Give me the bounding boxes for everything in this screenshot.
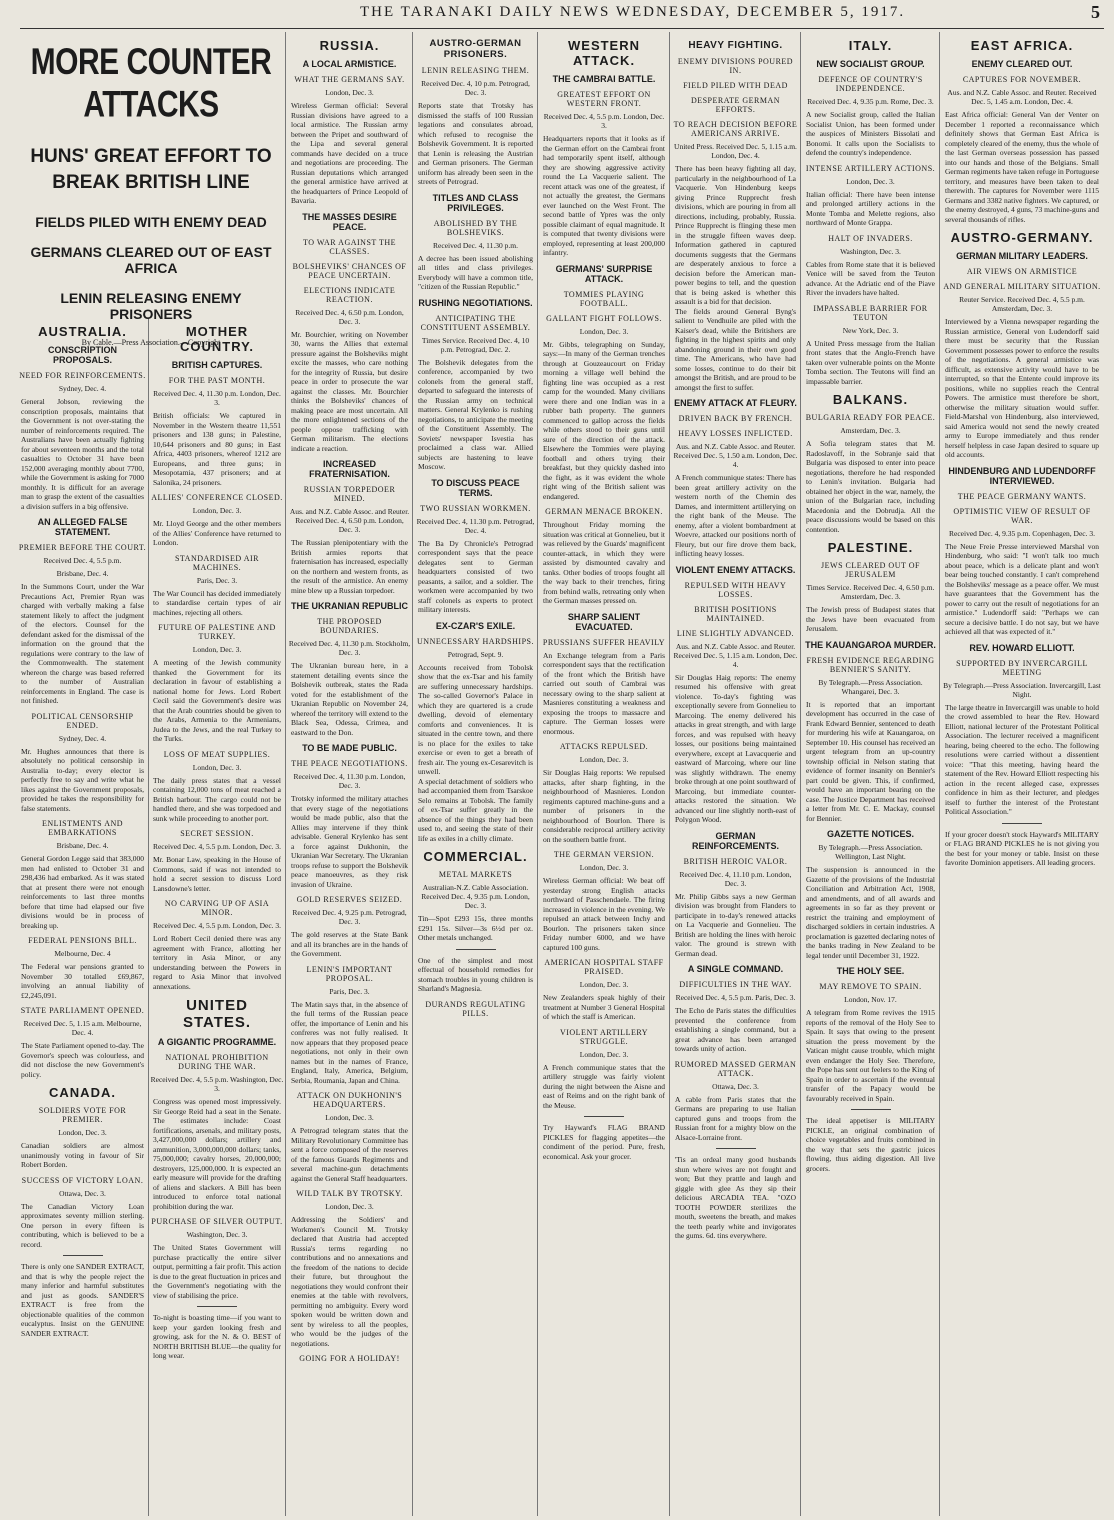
article-text: Accounts received from Tobolsk show that the ex-Tsar and his family are suffering unnecessary hardships. The so-called Governor's Palace in which they are quartered is a crude dwelling, devoid of elementary comforts and conveniences. It is situated in the centre town, and there is no place for the exiles to take exercise or even to get a breath of fresh air. The young ex-Cesarevitch is unwell. bbox=[418, 662, 533, 776]
article-text: Mr. Gibbs, telegraphing on Sunday, says:—In many of the German trenches through at Gouzeaucourt on Friday morning a village well behind the fighting line was occupied as a rest camp for the wounded. Many civilians were there and one Indian was in a rubber bath property. The gunners commenced to gallop across the fields while others stood to their guns until sure of the direction of the attack. Elsewhere the Tommies were playing football and others trying their breakfast, but they quickly dashed into the fight, as it was evident the whole right wing of the British salient was endangered. bbox=[543, 339, 665, 501]
dateline: Received Dec. 4, 11.30 p.m. Petrograd, Dec. 4. bbox=[416, 516, 535, 535]
dateline: London, Dec. 3. bbox=[579, 326, 629, 336]
dateline: Aus. and N.Z. Cable Assoc. and Reuter. Received Dec. 5, 1.50 a.m. London, Dec. 4. bbox=[673, 442, 798, 469]
dateline: Paris, Dec. 3. bbox=[329, 986, 370, 996]
subheading-minor: SOLDIERS VOTE FOR PREMIER. bbox=[38, 1106, 127, 1124]
column-australia bbox=[18, 318, 147, 1516]
lead-deck-2: FIELDS PILED WITH ENEMY DEAD bbox=[35, 214, 267, 230]
subheading-minor: RUMORED MASSED GERMAN ATTACK. bbox=[674, 1059, 797, 1078]
article-text: Congress was opened most impressively. Sir George Reid had a seat in the Senate. The estimates include: Coast fortifications, arsenals, and military posts, 3,427,000,000 dollars; artillery and ammunition, 3,000,000,000 dollars; tanks, 75,000,000; cavalry horses, 20,000,000; destroyers, 125,000,000. It is expected an early measure will provide for the drafting of aliens and slackers. A Bill has been introduced to enforce total national prohibition during the war. bbox=[153, 1097, 281, 1211]
dateline: Ottawa, Dec. 3. bbox=[712, 1081, 759, 1091]
article-text: The gold reserves at the State Bank and all its branches are in the hands of the Government. bbox=[291, 930, 408, 958]
lead-deck-3: GERMANS CLEARED OUT OF EAST AFRICA bbox=[30, 244, 272, 276]
subheading: TO BE MADE PUBLIC. bbox=[302, 743, 397, 753]
subheading: A SINGLE COMMAND. bbox=[687, 964, 784, 974]
article-text: Canadian soldiers are almost unanimously voting in favour of Sir Robert Borden. bbox=[21, 1141, 144, 1169]
column-rule bbox=[939, 32, 940, 1516]
article-text: A new Socialist group, called the Italian Socialist Union, has been formed under the auspices of Ministers Bissolati and Bonomi. It calls upon the Socialists to defend the country's independence. bbox=[806, 110, 935, 157]
article-text: A United Press message from the Italian front states that the Anglo-French have taken over vulnerable points on the Monte Tomba section. The Teutons will find an impassable barrier. bbox=[806, 338, 935, 386]
subheading-minor: GREATEST EFFORT ON WESTERN FRONT. bbox=[557, 90, 651, 108]
article-text: A meeting of the Jewish community thanked the Government for its declaration in favour of establishing a national home for Jews. Lord Robert Cecil said the Government's desire was that the Arab countries should be given to the Arabs, Armenia to the Armenians, Judea to the Jews, and the real Turkey to the Turks. bbox=[153, 658, 281, 743]
dateline: London, Dec. 3. bbox=[579, 1049, 629, 1059]
subheading-minor: ENEMY DIVISIONS POURED IN. bbox=[677, 57, 794, 75]
subheading-minor: DURANDS REGULATING PILLS. bbox=[425, 999, 526, 1018]
dateline: By Telegraph.—Press Association. Whangarei, Dec. 3. bbox=[818, 677, 923, 696]
article-text: Mr. Lloyd George and the other members of the Allies' Conference have returned to London. bbox=[153, 519, 281, 547]
subheading: A GIGANTIC PROGRAMME. bbox=[157, 1037, 277, 1047]
page-number: 5 bbox=[1091, 2, 1100, 22]
subheading-minor: GOLD RESERVES SEIZED. bbox=[296, 895, 403, 904]
subheading-minor: TO WAR AGAINST THE CLASSES. bbox=[302, 237, 397, 256]
divider bbox=[584, 1116, 624, 1117]
article-text: The Ba Dy Chronicle's Petrograd correspondent says that the peace delegates sent to German headquarters consisted of two peasants, a sailor, and a soldier. The workmen were accompanied by two staff colonels as experts to protect military interests. bbox=[418, 538, 533, 614]
subheading: GERMAN REINFORCEMENTS. bbox=[691, 830, 779, 851]
subheading-minor: THE PEACE GERMANY WANTS. bbox=[957, 491, 1087, 501]
subheading: ENEMY CLEARED OUT. bbox=[971, 59, 1073, 69]
article-text: East Africa official: General Van der Venter on December 1 reported a reconnaissance which definitely shows that German East Africa is completely cleared of the enemy, thus the whole of the last German overseas possession has passed into our hands and those of the Belgians. Small German regiments have taken refuge in Portuguese territory, and measures have been taken to deal therewith. The captures for November were 1115 Germans and 3382 native fighters. We captured, or the enemy destroyed, 4 guns, 73 machine-guns and several thousands of rifles. bbox=[945, 110, 1099, 224]
subheading: ENEMY ATTACK AT FLEURY. bbox=[674, 398, 797, 408]
dateline: Sydney, Dec. 4. bbox=[58, 384, 107, 393]
column-rule bbox=[285, 32, 286, 1516]
dateline: London, Dec. 3. bbox=[579, 863, 629, 872]
subheading-minor: ABOLISHED BY THE BOLSHEVIKS. bbox=[433, 218, 518, 237]
dateline: London, Nov. 17. bbox=[844, 995, 897, 1004]
lead-deck-4: LENIN RELEASING ENEMY PRISONERS bbox=[60, 290, 242, 322]
subheading-minor: BRITISH POSITIONS MAINTAINED. bbox=[694, 604, 777, 623]
advertisement: There is only one SANDER EXTRACT, and that is why the people reject the many inferior and harmful substitutes and just as goods. SANDER'S EXTRACT is free from the objectionable qualities of the common eucalyptus. Insist on the GENUINE SANDER EXTRACT. bbox=[21, 1262, 144, 1338]
subheading-minor: SUPPORTED BY INVERCARGILL MEETING bbox=[956, 658, 1088, 677]
article-text: The Neue Freie Presse interviewed Marshal von Hindenburg, who said: "I won't talk too much about peace, which is a delicate plant and won't bear being touched constantly. I can't comprehend the Bolsheviks' message as a peace offer. We must have guarantees that the Government has the power to carry out the result of negotiations for an armistice." Ludendorff said: "Perhaps we can secure a decisive battle. I do not say, but we have achieved all that was expected of it." bbox=[945, 541, 1099, 636]
subheading-minor: AIR VIEWS ON ARMISTICE bbox=[966, 267, 1078, 276]
article-text: The Canadian Victory Loan approximates seventy million sterling. One person in every fifteen is contributing, which is believed to be a record. bbox=[21, 1201, 144, 1249]
dateline: Received Dec. 4, 5.5 p.m. London, Dec. 3. bbox=[152, 921, 282, 930]
divider bbox=[716, 1148, 756, 1149]
article-text: A cable from Paris states that the Germans are preparing to use Italian captured guns and troops from the Russian front for a mighty blow on the Alsace-Lorraine front. bbox=[675, 1094, 796, 1142]
article-text: A decree has been issued abolishing all titles and class privileges. Everybody will have a common title, "citizen of the Russian Republic." bbox=[418, 253, 533, 291]
article-text: General Gordon Legge said that 383,000 men had enlisted to October 31 and 298,436 had embarked. As it was stated that at present there were not enough reinforcements to last three months before that time had elapsed our five divisions would be in process of breaking up. bbox=[21, 854, 144, 930]
advertisement: To-night is boasting time—if you want to keep your garden looking fresh and growing, ask for the N. & O. BEST of NORTH BRITISH BLUE—the quality for long wear. bbox=[153, 1313, 281, 1360]
divider bbox=[197, 1306, 237, 1307]
subheading-minor: ENLISTMENTS AND EMBARKATIONS bbox=[41, 819, 124, 837]
dateline: London, Dec. 3. bbox=[58, 1128, 107, 1137]
subheading-minor: RUSSIAN TORPEDOER MINED. bbox=[303, 485, 396, 503]
article-text: Wireless German official: Several Russian divisions have agreed to a local armistice. The Russian army between the Pripet and southward of the Lipa and several general commands have decided on a truce and negotiations are proceeding. The Russian deputations which arranged the general armistice have arrived at the headquarters of Prince Leopold of Bavaria. bbox=[291, 101, 408, 205]
subheading-minor: AND GENERAL MILITARY SITUATION. bbox=[943, 282, 1101, 291]
subheading-minor: SECRET SESSION. bbox=[180, 829, 254, 838]
dateline: London, Dec. 3. bbox=[192, 645, 242, 654]
subheading: BRITISH CAPTURES. bbox=[171, 360, 263, 370]
subheading-minor: WHAT THE GERMANS SAY. bbox=[294, 75, 405, 84]
article-text: The Jewish press of Budapest states that the Jews have been evacuated from Jerusalem. bbox=[806, 605, 935, 633]
dateline: Received Dec. 4, 5.5 p.m. London, Dec. 3. bbox=[543, 112, 665, 130]
article-text: Wireless German official: We beat off yesterday strong English attacks northward of Passchendaele. The firing increased in violence in the evening. We repulsed an attack between Inchy and Bourlon. The prisoners taken since Friday number 6000, and we have captured 100 guns. bbox=[543, 876, 665, 952]
divider bbox=[1002, 823, 1042, 824]
dateline: Sydney, Dec. 4. bbox=[58, 733, 107, 743]
dateline: London, Dec. 3. bbox=[579, 980, 629, 989]
subheading: TO DISCUSS PEACE TERMS. bbox=[431, 477, 520, 498]
article-text: The United States Government will purchase practically the entire silver output, permitting a fair profit. This action is due to the great fluctuation in prices and the Government's negotiating with the view of stabilising the price. bbox=[153, 1243, 281, 1300]
lead-deck-1: HUNS' GREAT EFFORT TO BREAK BRITISH LINE bbox=[30, 146, 272, 193]
dateline: Received Dec. 4, 5.5 p.m. Paris, Dec. 3. bbox=[675, 993, 796, 1002]
divider bbox=[456, 949, 496, 950]
subheading-minor: BOLSHEVIKS' CHANCES OF PEACE UNCERTAIN. bbox=[292, 261, 407, 280]
subheading-minor: FEDERAL PENSIONS BILL. bbox=[28, 936, 137, 945]
column-rule bbox=[412, 32, 413, 1516]
article-text: Reports state that Trotsky has dismissed the staffs of 100 Russian legations and consulates abroad, which refused to recognise the Bolshevik Government. It is reported that Lenin is releasing the Austrian and German prisoners. The German uniform has already been seen in the streets of Petrograd. bbox=[418, 101, 533, 186]
article-text: A telegram from Rome revives the 1915 reports of the removal of the Holy See to Spain. It says that owing to the present situation the press movement by the Vatican might cause trouble, which might even endanger the Holy See. Therefore, the Pope has sent out feelers to the King of Spain in order to ascertain if the eventual transfer of the Papacy would be favourably received in Spain. bbox=[806, 1008, 935, 1103]
dateline: Washington, Dec. 3. bbox=[186, 1230, 248, 1239]
subheading-minor: ELECTIONS INDICATE REACTION. bbox=[303, 285, 396, 304]
article-text: The State Parliament opened to-day. The Governor's speech was colourless, and did not disclose the new Government's policy. bbox=[21, 1041, 144, 1079]
column-italy bbox=[803, 32, 938, 1516]
dateline: Brisbane, Dec. 4. bbox=[56, 841, 109, 850]
subheading: GERMANS' SURPRISE ATTACK. bbox=[555, 263, 653, 284]
subheading-minor: ATTACK ON DUKHONIN'S HEADQUARTERS. bbox=[296, 1091, 403, 1109]
subheading-minor: HEAVY LOSSES INFLICTED. bbox=[678, 429, 793, 438]
dateline: Received Dec. 4, 9.35 p.m. Copenhagen, Dec. 3. bbox=[949, 528, 1095, 538]
subheading-minor: IMPASSABLE BARRIER FOR TEUTON bbox=[813, 303, 928, 322]
article-text: Throughout Friday morning the situation was critical at Gonnelieu, but it was relieved by the Guards' magnificent counter-attack, in which they were assisted by dismounted cavalry and tanks. Other bodies of troops fought all the way back to their trenches, firing from behind walls, retreating only when the German masses pressed on. bbox=[543, 520, 665, 605]
column-rule bbox=[537, 32, 538, 1516]
advertisement: 'Tis an ordeal many good husbands shun where wives are not fought and won; But they prattle and laugh and giggle with glee As they sip their delicious ARCADIA TEA. "OZO TOOTH POWDER sterilizes the mouth, sweetens the breath, and makes the teeth pearly white and invigorates the gums. 6d. tins everywhere. bbox=[675, 1155, 796, 1240]
dateline: London, Dec. 3. bbox=[325, 1202, 374, 1211]
subheading-minor: THE PEACE NEGOTIATIONS. bbox=[291, 759, 408, 768]
article-text: Sir Douglas Haig reports: We repulsed attacks, after sharp fighting, in the neighbourhood of Masnieres. London regiments captured machine-guns and a number of prisoners in the neighbourhood of Bourlon. There is considerable reciprocal artillery activity on the southern battle front. bbox=[543, 768, 665, 844]
subheading: NEW SOCIALIST GROUP. bbox=[816, 59, 925, 69]
subheading-minor: GOING FOR A HOLIDAY! bbox=[299, 1354, 400, 1363]
dateline: Times Service. Received Dec. 4, 10 p.m. Petrograd, Dec. 2. bbox=[421, 335, 530, 354]
subheading-minor: FRESH EVIDENCE REGARDING BENNIER'S SANITY. bbox=[806, 655, 935, 674]
subheading: AN ALLEGED FALSE STATEMENT. bbox=[37, 517, 128, 537]
masthead-title: THE TARANAKI DAILY NEWS WEDNESDAY, DECEMBER 5, 1917. bbox=[360, 4, 906, 20]
dateline: Reuter Service. Received Dec. 4, 5.5 p.m. Amsterdam, Dec. 3. bbox=[959, 295, 1085, 313]
article-text: Interviewed by a Vienna newspaper regarding the Russian armistice, General von Ludendorff said there must be security that the Russian Government possesses power to enforce the results of the negotiations. A general armistice was difficult, as extensive activity would have to be interrupted, so that the Entente could improve its positions, while no supplies reach the Central Powers. The armistice must therefore be short, otherwise the military situation would suffer. Field-Marshal von Hindenburg, also interviewed, said America would not send the newly created army to Europe immediately and thus render herself helpless in case Japan desired to square up old accounts. bbox=[945, 317, 1099, 459]
subheading: HINDENBURG AND LUDENDORFF INTERVIEWED. bbox=[948, 465, 1096, 486]
article-text: Cables from Rome state that it is believed Venice will be saved from the Teuton advance. At the Adriatic end of the Piave River the invaders have halted. bbox=[806, 259, 935, 297]
dateline: Received Dec. 4, 9.35 p.m. Rome, Dec. 3. bbox=[807, 97, 934, 106]
article-text: General Jobson, reviewing the conscription proposals, maintains that the Government is not over-stating the number of reinforcements required. The Australians have been actually fighting for about seventeen months and the total casualties to October 31 have been 152,000 averaging monthly about 7700, while the Government is asking for 7000 monthly. It is difficult for an average man to grasp the extent of the casualties a division suffers in a big offensive. bbox=[21, 397, 144, 511]
dateline: Petrograd, Sept. 9. bbox=[447, 649, 504, 659]
subheading-minor: NATIONAL PROHIBITION DURING THE WAR. bbox=[165, 1053, 269, 1071]
dateline: Ottawa, Dec. 3. bbox=[59, 1188, 106, 1198]
dateline: United Press. Received Dec. 5, 1.15 a.m. London, Dec. 4. bbox=[674, 142, 797, 160]
subheading: INCREASED FRATERNISATION. bbox=[309, 459, 390, 479]
dateline: Received Dec. 5, 1.15 a.m. Melbourne, Dec. 4. bbox=[23, 1019, 142, 1037]
divider bbox=[851, 1109, 891, 1110]
subheading-minor: GERMAN MENACE BROKEN. bbox=[545, 507, 663, 516]
subheading: GAZETTE NOTICES. bbox=[826, 829, 914, 839]
column-east-africa bbox=[942, 32, 1102, 1516]
article-text: A Petrograd telegram states that the Military Revolutionary Committee has sent a force composed of the reserves of the famous Guards Regiments and several machine-gun detachments against the General Staff headquarters. bbox=[291, 1126, 408, 1183]
article-text: The daily press states that a vessel containing 12,000 tons of meat reached a British harbour. The cargo could not be handled there, and she was torpedoed and sunk while proceeding to another port. bbox=[153, 775, 281, 823]
column-austro-german bbox=[415, 32, 536, 1516]
subheading-minor: WILD TALK BY TROTSKY. bbox=[296, 1189, 403, 1198]
dateline: Received Dec. 4, 11.30 p.m. London, Dec. 3. bbox=[153, 389, 281, 407]
section-title: AUSTRALIA. bbox=[38, 324, 127, 339]
article-text: An Exchange telegram from a Paris correspondent says that the rectification of the front which the British have carried out south of Cambrai was necessary owing to the sharp salient at Masnieres constituting a weakness and exposing the troops to massacre and capture. The German losses were enormous. bbox=[543, 650, 665, 736]
section-title: BALKANS. bbox=[832, 392, 909, 407]
subheading-minor: POLITICAL CENSORSHIP ENDED. bbox=[31, 711, 134, 730]
subheading: THE KAUANGAROA MURDER. bbox=[805, 639, 936, 650]
dateline: Aus. and N.Z. Cable Assoc. and Reuter. Received Dec. 4, 6.50 p.m. London, Dec. 3. bbox=[289, 507, 410, 534]
subheading-minor: THE PROPOSED BOUNDARIES. bbox=[317, 617, 382, 635]
subheading: CONSCRIPTION PROPOSALS. bbox=[47, 345, 117, 365]
subheading-minor: METAL MARKETS bbox=[438, 870, 513, 879]
article-text: There has been heavy fighting all day, particularly in the neighbourhood of La Vacquerie. Von Hindenburg keeps giving Prince Rupprecht fresh divisions, which are pouring in from all directions, including, probably, Russia. Prince Rupprecht is flinging these men in the struggle fifteen waves deep. Information gathered in captured documents suggests that the Germans are desperately anxious to force a decision before the American man-power begins to tell, and the question that is being asked is whether this assault is a bid for that decision. bbox=[675, 164, 796, 306]
subheading-minor: FIELD PILED WITH DEAD bbox=[683, 81, 788, 90]
dateline: Times Service. Received Dec. 4, 6.50 p.m. Amsterdam, Dec. 3. bbox=[806, 583, 935, 601]
subheading: TITLES AND CLASS PRIVILEGES. bbox=[432, 192, 519, 213]
subheading: A LOCAL ARMISTICE. bbox=[302, 59, 397, 69]
subheading-minor: STANDARDISED AIR MACHINES. bbox=[174, 553, 260, 572]
dateline: Brisbane, Dec. 4. bbox=[56, 569, 109, 578]
subheading-minor: LENIN RELEASING THEM. bbox=[421, 66, 530, 75]
dateline: London, Dec. 3. bbox=[325, 88, 374, 97]
section-title: HEAVY FIGHTING. bbox=[688, 40, 783, 51]
subheading-minor: CAPTURES FOR NOVEMBER. bbox=[962, 75, 1082, 84]
subheading-minor: FUTURE OF PALESTINE AND TURKEY. bbox=[158, 623, 276, 641]
article-text: The large theatre in Invercargill was unable to hold the crowd assembled to hear the Rev. Howard Elliott, national lecturer of the Protestant Political Association. The lecturer received a magnificent hearing, being cheered to the echo. The following resolutions were carried without a dissentient voice: "That this meeting, having heard the statement of the Rev. Howard Elliott respecting his action in the recent alleged case, expresses confidence in him as their lecturer, and pledges itself to further the interest of the Protestant Political Association." bbox=[945, 702, 1099, 816]
article-text: Trotsky informed the military attaches that every stage of the negotiations would be made public, also that the Allies may intervene if they think advisable. General Krylenko has sent a force against Dukhonin, the Ukranian War Secretary. The Ukranian troops refuse to support the Bolshevik peace manoeuvres, as they risk invasion of Ukraine. bbox=[291, 794, 408, 889]
article-text: Lord Robert Cecil denied there was any agreement with France, allotting her territory in Asia Minor, or any understanding between the Powers in regard to Asia Minor that involved annexations. bbox=[153, 934, 281, 991]
subheading: GERMAN MILITARY LEADERS. bbox=[956, 251, 1088, 261]
subheading: EX-CZAR'S EXILE. bbox=[435, 620, 516, 631]
dateline: Received Dec. 4, 5.5 p.m. London, Dec. 3. bbox=[152, 842, 282, 851]
subheading: RUSHING NEGOTIATIONS. bbox=[418, 297, 533, 308]
subheading-minor: LINE SLIGHTLY ADVANCED. bbox=[676, 628, 795, 638]
subheading: REV. HOWARD ELLIOTT. bbox=[969, 642, 1075, 653]
article-text: Mr. Hughes announces that there is absolutely no political censorship in Australia to-day; every elector is perfectly free to say and write what he likes against the Government proposals, provided he takes the responsibility for false statements. bbox=[21, 746, 144, 813]
section-title: EAST AFRICA. bbox=[970, 38, 1074, 53]
article-text: Mr. Bourchier, writing on November 30, warns the Allies that external pressure against the Bolsheviks might excite the masses, who care nothing for the integrity of Russia, but desire peace in order to prosecute the war against the classes. Mr. Bourchier thinks the Bolsheviks' chances of making peace are most uncertain. All the more enlightened sections of the people oppose trafficking with German militarism. The elections indicate a reaction. bbox=[291, 329, 408, 453]
section-title: UNITED STATES. bbox=[182, 997, 252, 1031]
subheading: THE MASSES DESIRE PEACE. bbox=[302, 211, 397, 232]
article-text: The Echo de Paris states the difficulties prevented the conference from establishing a single command, but a great advance has been arranged towards unity of action. bbox=[675, 1006, 796, 1053]
dateline: Received Dec. 4, 11.30 p.m. bbox=[433, 240, 518, 250]
dateline: Aus. and N.Z. Cable Assoc. and Reuter. Received Dec. 5, 1.15 a.m. London, Dec. 4. bbox=[673, 641, 798, 669]
article-text: The Bolshevik delegates from the conference, accompanied by two colonels from the general staff, departed to safeguard the interests of the Russian army on technical matters. General Krylenko is rushing negotiations, to anticipate the meeting of the Constituent Assembly. The Soviets' newspaper Isvestia has proclaimed a class war. Allied subjects are hastening to leave Moscow. bbox=[418, 357, 533, 471]
lead-credit: By Cable.—Press Association.—Copyright bbox=[81, 338, 221, 347]
advertisement: The ideal appetiser is MILITARY PICKLE, an original combination of choice vegetables and fruits combined in the way that sets the gastric juices flowing, thus aiding digestion. All live grocers. bbox=[806, 1116, 935, 1173]
subheading: VIOLENT ENEMY ATTACKS. bbox=[675, 564, 796, 575]
section-title: MOTHER COUNTRY. bbox=[180, 324, 254, 354]
article-text: Italian official: There have been intense and prolonged artillery actions in the Monte Tomba and Melette regions, also northward of Monte Grappa. bbox=[806, 189, 935, 227]
column-russia bbox=[288, 32, 411, 1516]
article-text: Mr. Bonar Law, speaking in the House of Commons, said if was not intended to hold a secret session to discuss Lord Lansdowne's letter. bbox=[153, 855, 281, 893]
article-text: British officials: We captured in November in the Western theatre 11,551 prisoners and 138 guns; in Palestine, 10,644 prisoners and 80 guns; in East Africa, 4403 prisoners, whereof 1212 are Europeans, and three guns; in Mesopotamia, 437 prisoners; and at Salonika, 24 prisoners. bbox=[153, 411, 281, 487]
dateline: New York, Dec. 3. bbox=[842, 325, 899, 335]
lead-headline: MORE COUNTER ATTACKS bbox=[30, 41, 272, 126]
subheading: THE UKRANIAN REPUBLIC bbox=[291, 601, 408, 611]
dateline: Paris, Dec. 3. bbox=[196, 575, 238, 585]
subheading-minor: DIFFICULTIES IN THE WAY. bbox=[679, 980, 792, 989]
dateline: London, Dec. 3. bbox=[846, 176, 895, 186]
article-text: Tin—Spot £293 15s, three months £291 15s. Silver—3s 6½d per oz. Other metals unchanged. bbox=[418, 914, 533, 942]
section-title: CANADA. bbox=[49, 1085, 116, 1100]
dateline: Received Dec. 4, 5.5 p.m. bbox=[43, 556, 122, 565]
subheading-minor: LENIN'S IMPORTANT PROPOSAL. bbox=[306, 964, 393, 983]
column-rule bbox=[800, 32, 801, 1516]
subheading-minor: DEFENCE OF COUNTRY'S INDEPENDENCE. bbox=[818, 75, 923, 93]
dateline: Washington, Dec. 3. bbox=[840, 246, 901, 256]
subheading-minor: BRITISH HEROIC VALOR. bbox=[683, 856, 788, 866]
subheading-minor: STATE PARLIAMENT OPENED. bbox=[20, 1006, 145, 1015]
article-text: The Federal war pensions granted to November 30 totalled £69,867, involving an annual liability of £2,245,091. bbox=[21, 962, 144, 1000]
subheading-minor: UNNECESSARY HARDSHIPS. bbox=[417, 636, 534, 646]
article-text: The Matin says that, in the absence of the full terms of the Russian peace offer, the importance of Lenin and his confreres was not fully realised. It now appears that they proposed peace negotiations, not only in their own names but in the names of France, England, Italy, America, Belgium, Serbia, Roumania, Japan and China. bbox=[291, 999, 408, 1085]
article-text: Headquarters reports that it looks as if the German effort on the Cambrai front had temporarily spent itself, although they are showing aggressive activity round the La Vacquerie salient. The recent attack was one of the greatest, if not actually the greatest, the Germans ever launched on the West Front. The second battle of Ypres was the only possible claimant of equal magnitude. It is computed that twenty divisions were employed, representing at least 200,000 infantry. bbox=[543, 134, 665, 257]
subheading-minor: PURCHASE OF SILVER OUTPUT. bbox=[151, 1217, 283, 1226]
subheading-minor: HALT OF INVADERS. bbox=[828, 233, 913, 243]
subheading-minor: AMERICAN HOSPITAL STAFF PRAISED. bbox=[544, 958, 664, 976]
dateline: By Telegraph.—Press Association. Invercargill, Last Night. bbox=[943, 680, 1101, 699]
advertisement: Try Hayward's FLAG BRAND PICKLES for flagging appetites—the condiment of the period. Pure, fresh, economical. Ask your grocer. bbox=[543, 1123, 665, 1161]
subheading-minor: TOMMIES PLAYING FOOTBALL. bbox=[563, 289, 645, 308]
dateline: Received Dec. 4, 11.30 p.m. London, Dec. 3. bbox=[293, 772, 406, 790]
dateline: Received Dec. 4, 6.50 p.m. London, Dec. 3. bbox=[295, 307, 404, 326]
dateline: Received Dec. 4, 11.10 p.m. London, Dec. 3. bbox=[679, 869, 792, 888]
subheading-minor: OPTIMISTIC VIEW OF RESULT OF WAR. bbox=[953, 506, 1091, 525]
article-text: The suspension is announced in the Gazette of the provisions of the Industrial Conciliation and Arbitration Act, 1908, and amendments, and of all awards and agreements in so far as they prevent or restrict the training and employment of discharged soldiers in certain industries. A proclamation is gazetted declaring notes of the banks trading in New Zealand to be legal tender until December 31, 1922. bbox=[806, 865, 935, 960]
article-text: New Zealanders speak highly of their treatment at Number 3 General Hospital of which the staff is American. bbox=[543, 993, 665, 1021]
subheading-minor: LOSS OF MEAT SUPPLIES. bbox=[163, 749, 271, 759]
article-text: Addressing the Soldiers' and Workmen's Council M. Trotsky declared that Austria had accepted Russia's terms regarding no contributions and no annexations and the freedom of the nations to decide their future, but throughout the negotiations they would confront their enemies at the table with revolvers, permitting no ambiguity. Every word spoken would be written down and sent by wireless to all the peoples, who would be the judges of the negotiations. bbox=[291, 1215, 408, 1348]
article-text: In the Summons Court, under the War Precautions Act, Premier Ryan was charged with verbally making a false statement likely to affect the judgment of the electors. Counsel for the defendant asked for the dismissal of the information on the ground that the regulations were contrary to the law of the Commonwealth. The statement whereon the charge was based referred to the number of Australian reinforcements in England. The case is not finished. bbox=[21, 582, 144, 705]
article-text: A special detachment of soldiers who had accompanied them from Tsarskoe Selo remains at Tobolsk. The family of ex-Tsar suffer greatly in the absence of the things they had been used to, and seeing the state of their life as exiles in a chilly climate. bbox=[418, 776, 533, 843]
subheading-minor: MAY REMOVE TO SPAIN. bbox=[819, 982, 922, 991]
subheading-minor: GALLANT FIGHT FOLLOWS. bbox=[546, 313, 662, 323]
article-text: The War Council has decided immediately to standardise certain types of air machines, rejecting all others. bbox=[153, 588, 281, 617]
section-title: AUSTRO-GERMANY. bbox=[950, 230, 1094, 245]
subheading-minor: ANTICIPATING THE CONSTITUENT ASSEMBLY. bbox=[420, 313, 531, 332]
subheading-minor: TO REACH DECISION BEFORE AMERICANS ARRIVE. bbox=[673, 120, 798, 138]
dateline: London, Dec. 3. bbox=[192, 762, 242, 772]
section-title: PALESTINE. bbox=[827, 540, 914, 555]
dateline: Amsterdam, Dec. 3. bbox=[840, 426, 901, 435]
section-title: COMMERCIAL. bbox=[423, 849, 528, 864]
masthead bbox=[0, 0, 1114, 30]
dateline: Received Dec. 4, 11.30 p.m. Stockholm, Dec. 3. bbox=[288, 639, 411, 657]
subheading-minor: THE GERMAN VERSION. bbox=[553, 850, 655, 859]
subheading-minor: ATTACKS REPULSED. bbox=[559, 742, 649, 751]
article-text: A Sofia telegram states that M. Radoslavoff, in the Sobranje said that Bulgaria was disposed to enter into peace negotiations, therefore he had responded to Lenin's invitation. Bulgaria had obtained her object in the war, namely, the union of the Bulgarian race, including Macedonia and the Dobrudja. All the peace discussions would be based on this contention. bbox=[806, 439, 935, 534]
dateline: Received Dec. 4, 5.5 p.m. Washington, Dec. 3. bbox=[150, 1075, 284, 1093]
dateline: Received Dec. 4, 9.25 p.m. Petrograd, Dec. 3. bbox=[292, 908, 407, 926]
subheading-minor: TWO RUSSIAN WORKMEN. bbox=[420, 503, 531, 513]
subheading: THE HOLY SEE. bbox=[836, 966, 905, 976]
subheading-minor: DRIVEN BACK BY FRENCH. bbox=[678, 414, 793, 423]
subheading-minor: BULGARIA READY FOR PEACE. bbox=[805, 413, 936, 422]
subheading-minor: REPULSED WITH HEAVY LOSSES. bbox=[684, 580, 787, 599]
subheading-minor: INTENSE ARTILLERY ACTIONS. bbox=[805, 163, 936, 173]
article-text: The Ukranian bureau here, in a statement detailing events since the Bolshevik outbreak, states the Rada voted for the establishment of the Ukranian Republic on November 24, whereof the territory will extend to the Black Sea, Odessa, Crimea, and eastward to the Don. bbox=[291, 661, 408, 737]
article-text: A French communique states that the artillery struggle was fairly violent during the night between the Aisne and east of Reims and on the right bank of the Meuse. bbox=[543, 1062, 665, 1110]
dateline: Received Dec. 4, 10 p.m. Petrograd, Dec. 3. bbox=[421, 79, 530, 97]
subheading-minor: SUCCESS OF VICTORY LOAN. bbox=[21, 1175, 144, 1185]
subheading: SHARP SALIENT EVACUATED. bbox=[567, 611, 641, 632]
subheading-minor: NEED FOR REINFORCEMENTS. bbox=[19, 371, 146, 380]
column-rule bbox=[669, 32, 670, 1516]
dateline: Australian-N.Z. Cable Association. Received Dec. 4, 9.35 p.m. London, Dec. 3. bbox=[421, 883, 530, 910]
subheading-minor: FOR THE PAST MONTH. bbox=[168, 376, 266, 385]
advertisement: If your grocer doesn't stock Hayward's MILITARY or FLAG BRAND PICKLES he is not giving you the best for your money or table. Insist on these favorite Dominion appetisers. All leading grocers. bbox=[945, 829, 1099, 867]
subheading-minor: VIOLENT ARTILLERY STRUGGLE. bbox=[559, 1027, 649, 1046]
subheading-minor: NO CARVING UP OF ASIA MINOR. bbox=[164, 899, 270, 917]
column-mother-country bbox=[150, 318, 284, 1516]
divider bbox=[63, 1255, 103, 1256]
column-heavy-fighting bbox=[672, 32, 799, 1516]
dateline: London, Dec. 3. bbox=[192, 506, 242, 515]
article-text: Sir Douglas Haig reports: The enemy resumed his offensive with great violence. To-day's fighting was exceptionally severe from Gonnelieu to Marcoing. The enemy delivered his attacks in great strength, and with large forces, and was repulsed with heavy losses, our positions being maintained everywhere, except at Lavacquerie and eastward of Marcoing, where our line was slightly withdrawn. The enemy broke through at one point southward of Marcoing, but immediate counter-attacks restored the situation. We advanced our line slightly north-east of Polygon Wood. bbox=[675, 672, 796, 824]
dateline: Aus. and N.Z. Cable Assoc. and Reuter. Received Dec. 5, 1.45 a.m. London, Dec. 4. bbox=[947, 88, 1097, 106]
dateline: London, Dec. 3. bbox=[325, 1113, 374, 1122]
subheading: THE CAMBRAI BATTLE. bbox=[552, 74, 656, 84]
dateline: London, Dec. 3. bbox=[579, 755, 629, 764]
column-rule bbox=[148, 318, 149, 1516]
section-title: AUSTRO-GERMAN PRISONERS. bbox=[429, 38, 522, 60]
subheading-minor: ALLIES' CONFERENCE CLOSED. bbox=[151, 493, 283, 502]
subheading-minor: PRUSSIANS SUFFER HEAVILY bbox=[542, 637, 666, 647]
dateline: By Telegraph.—Press Association. Wellington, Last Night. bbox=[818, 843, 923, 861]
subheading-minor: PREMIER BEFORE THE COURT. bbox=[18, 543, 147, 552]
section-title: WESTERN ATTACK. bbox=[568, 38, 640, 68]
dateline: Melbourne, Dec. 4 bbox=[54, 949, 111, 958]
masthead-rule bbox=[20, 28, 1104, 29]
article-text: A French communique states: There has been great artillery activity on the western north of the Chemin des Dames, and intermittent artillerying on the right bank of the Meuse. The enemy, after a violent bombardment at Woevre, attacked our positions north of Fleury, but our fire drove them back, inflicting heavy losses. bbox=[675, 473, 796, 558]
article-text: The fields around General Byng's salient to Vendhuile are piled with the Kaiser's dead, while the Britishers are fighting in the highest spirits and only abandoning ground in their own good time. The Americans, who have had some losses, continue to do their bit amongst the British, and are proud to be amongst the first to suffer. bbox=[675, 306, 796, 392]
subheading-minor: JEWS CLEARED OUT OF JERUSALEM bbox=[821, 561, 920, 579]
subheading-minor: DESPERATE GERMAN EFFORTS. bbox=[690, 96, 781, 114]
column-western-attack bbox=[540, 32, 668, 1516]
article-text: One of the simplest and most effectual of household remedies for stomach troubles in young children is Sharland's Magnesia. bbox=[418, 955, 533, 993]
section-title: RUSSIA. bbox=[319, 38, 380, 53]
article-text: The Russian plenipotentiary with the British armies reports that fraternisation has increased, especially on the northern and western fronts, as the result of the armistice. An enemy mine blew up a Russian torpedoer. bbox=[291, 538, 408, 595]
section-title: ITALY. bbox=[848, 38, 893, 53]
article-text: Mr. Philip Gibbs says a new German division was brought from Flanders to participate in to-day's renewed attacks on La Vacquerie and Gonnelieu. The British are holding the lines with heroic valor. The ground is strewn with German dead. bbox=[675, 891, 796, 958]
article-text: It is reported that an important development has occurred in the case of Frank Edward Bennier, sentenced to death for murdering his wife at Kauangaroa, on September 10. His counsel has received an urgent telegram from an up-country township official in Nelson stating that evidence of former insanity on Bennier's part could be given. This, if confirmed, would have an important bearing on the case. The Justice Department has received a letter from Mr. C. E. Mackay, counsel for Bennier. bbox=[806, 699, 935, 823]
